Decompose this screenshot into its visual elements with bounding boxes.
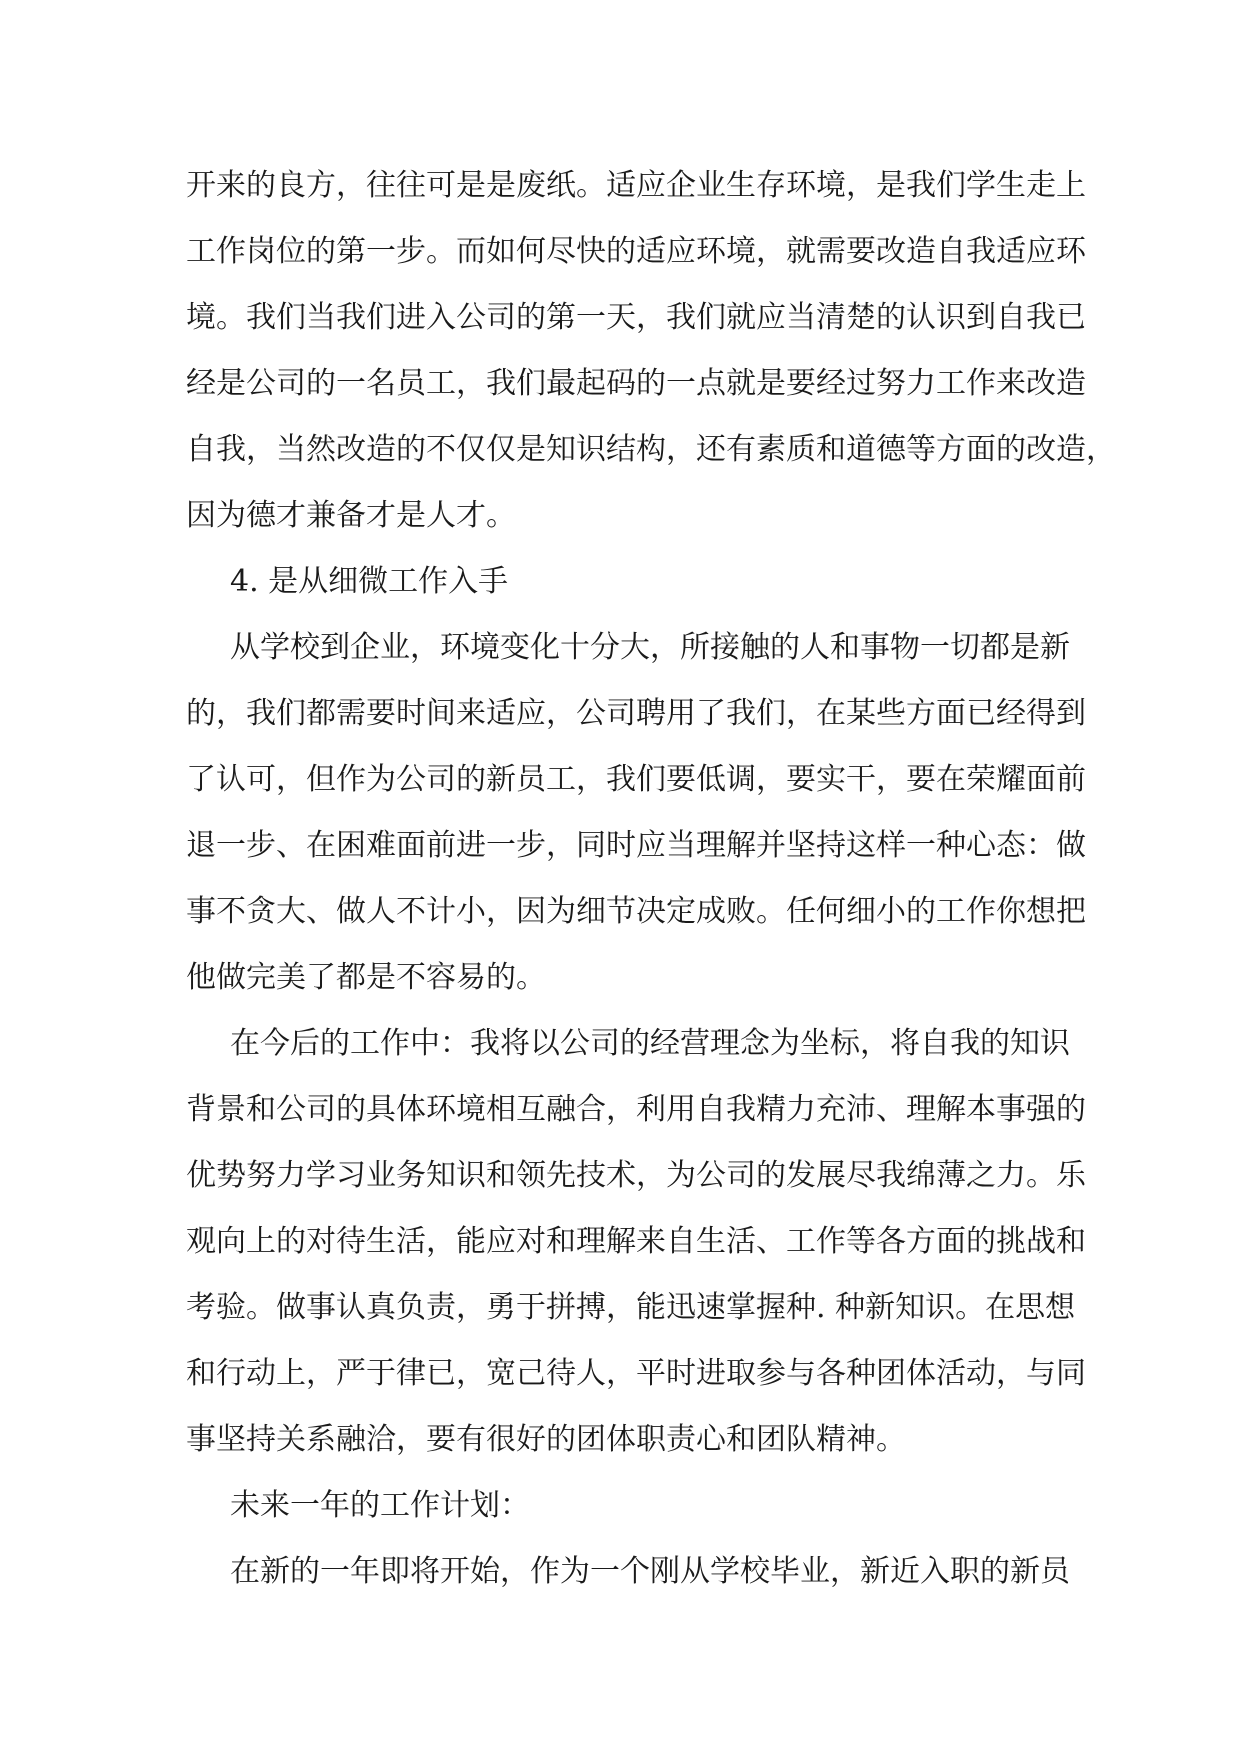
text-line: 事坚持关系融洽，要有很好的团体职责心和团队精神。 [186,1422,906,1457]
text-line: 了认可，但作为公司的新员工，我们要低调，要实干，要在荣耀面前 [186,762,1086,797]
text-line: 考验。做事认真负责，勇于拼搏，能迅速掌握种. 种新知识。在思想 [186,1290,1076,1325]
text-line: 在新的一年即将开始，作为一个刚从学校毕业，新近入职的新员 [230,1554,1070,1589]
text-line: 优势努力学习业务知识和领先技术，为公司的发展尽我绵薄之力。乐 [186,1158,1086,1193]
text-line: 观向上的对待生活，能应对和理解来自生活、工作等各方面的挑战和 [186,1224,1086,1259]
text-line: 事不贪大、做人不计小，因为细节决定成败。任何细小的工作你想把 [186,894,1086,929]
text-line: 4. 是从细微工作入手 [230,564,509,599]
text-line: 未来一年的工作计划： [230,1488,530,1523]
text-line: 在今后的工作中：我将以公司的经营理念为坐标，将自我的知识 [230,1026,1070,1061]
text-line: 工作岗位的第一步。而如何尽快的适应环境，就需要改造自我适应环 [186,234,1086,269]
text-line: 背景和公司的具体环境相互融合，利用自我精力充沛、理解本事强的 [186,1092,1086,1127]
text-line: 自我，当然改造的不仅仅是知识结构，还有素质和道德等方面的改造， [186,432,1116,467]
text-line: 他做完美了都是不容易的。 [186,960,546,995]
text-line: 从学校到企业，环境变化十分大，所接触的人和事物一切都是新 [230,630,1070,665]
text-line: 的，我们都需要时间来适应，公司聘用了我们，在某些方面已经得到 [186,696,1086,731]
text-line: 因为德才兼备才是人才。 [186,498,516,533]
text-line: 开来的良方，往往可是是废纸。适应企业生存环境，是我们学生走上 [186,168,1086,203]
text-line: 退一步、在困难面前进一步，同时应当理解并坚持这样一种心态：做 [186,828,1086,863]
text-line: 和行动上，严于律已，宽己待人，平时进取参与各种团体活动，与同 [186,1356,1086,1391]
text-line: 境。我们当我们进入公司的第一天，我们就应当清楚的认识到自我已 [186,300,1086,335]
text-line: 经是公司的一名员工，我们最起码的一点就是要经过努力工作来改造 [186,366,1086,401]
